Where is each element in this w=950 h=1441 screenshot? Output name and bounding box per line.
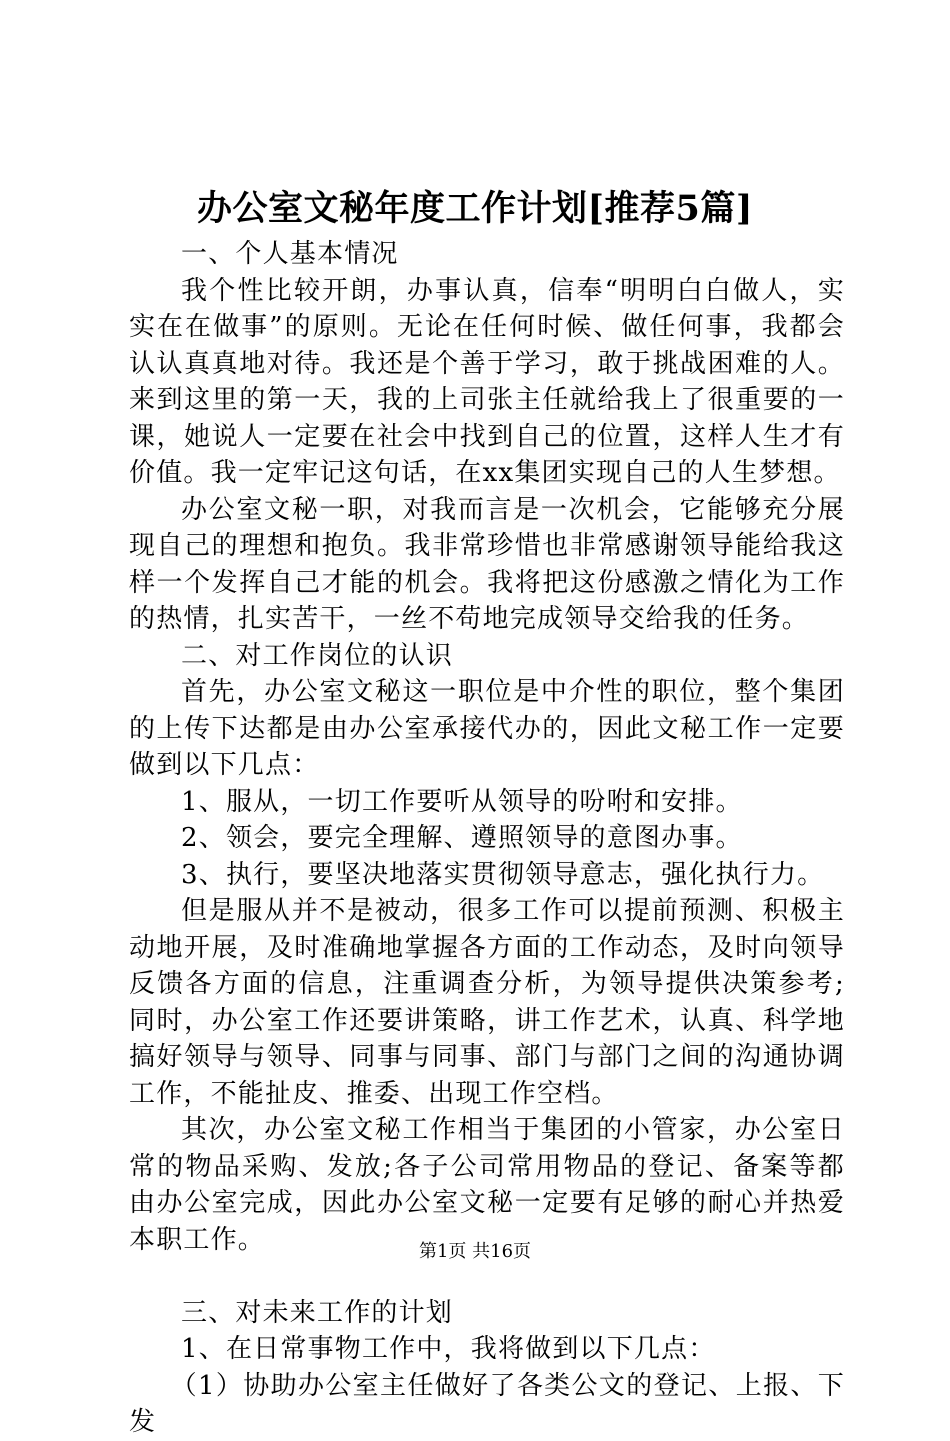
list-item-obey: 1、服从，一切工作要听从领导的吩咐和安排。 [181, 786, 743, 817]
paragraph-opportunity: 办公室文秘一职，对我而言是一次机会，它能够充分展现自己的理想和抱负。我非常珍惜也非常感谢领导能给我这样一个发挥自己才能的机会。我将把这份感激之情化为工作的热情，扎实苦干，一丝不苟地完成领导交给我的任务。 [129, 494, 845, 634]
paragraph-housekeeper: 其次，办公室文秘工作相当于集团的小管家，办公室日常的物品采购、发放;各子公司常用物品的登记、备案等都由办公室完成，因此办公室文秘一定要有足够的耐心并热爱本职工作。 [129, 1115, 845, 1255]
page-footer: 第1页 共16页 [418, 1241, 532, 1262]
list-item-comprehend: 2、领会，要完全理解、遵照领导的意图办事。 [181, 823, 743, 853]
plan-subitem-documents: （1）协助办公室主任做好了各类公文的登记、上报、下发 [129, 1370, 845, 1437]
section-heading-job-understanding: 二、对工作岗位的认识 [181, 640, 454, 671]
paragraph-proactive: 但是服从并不是被动，很多工作可以提前预测、积极主动地开展，及时准确地掌握各方面的工作动态，及时向领导反馈各方面的信息，注重调查分析，为领导提供决策参考;同时，办公室工作还要讲策略，讲工作艺术，认真、科学地搞好领导与领导、同事与同事、部门与部门之间的沟通协调工作，不能扯皮、推委、出现工作空档。 [129, 896, 845, 1109]
section-heading-future-plan: 三、对未来工作的计划 [181, 1297, 454, 1328]
section-heading-personal-info: 一、个人基本情况 [181, 239, 399, 269]
document-title: 办公室文秘年度工作计划[推荐5篇] [197, 188, 753, 229]
plan-item-daily-work: 1、在日常事物工作中，我将做到以下几点： [181, 1334, 716, 1364]
paragraph-personality: 我个性比较开朗，办事认真，信奉“明明白白做人，实实在在做事”的原则。无论在任何时候、做任何事，我都会认认真真地对待。我还是个善于学习，敢于挑战困难的人。来到这里的第一天，我的上司张主任就给我上了很重要的一课，她说人一定要在社会中找到自己的位置，这样人生才有价值。我一定牢记这句话，在xx集团实现自己的人生梦想。 [129, 275, 845, 488]
list-item-execute: 3、执行，要坚决地落实贯彻领导意志，强化执行力。 [181, 859, 825, 890]
paragraph-position-intro: 首先，办公室文秘这一职位是中介性的职位，整个集团的上传下达都是由办公室承接代办的，因此文秘工作一定要做到以下几点： [129, 677, 845, 780]
